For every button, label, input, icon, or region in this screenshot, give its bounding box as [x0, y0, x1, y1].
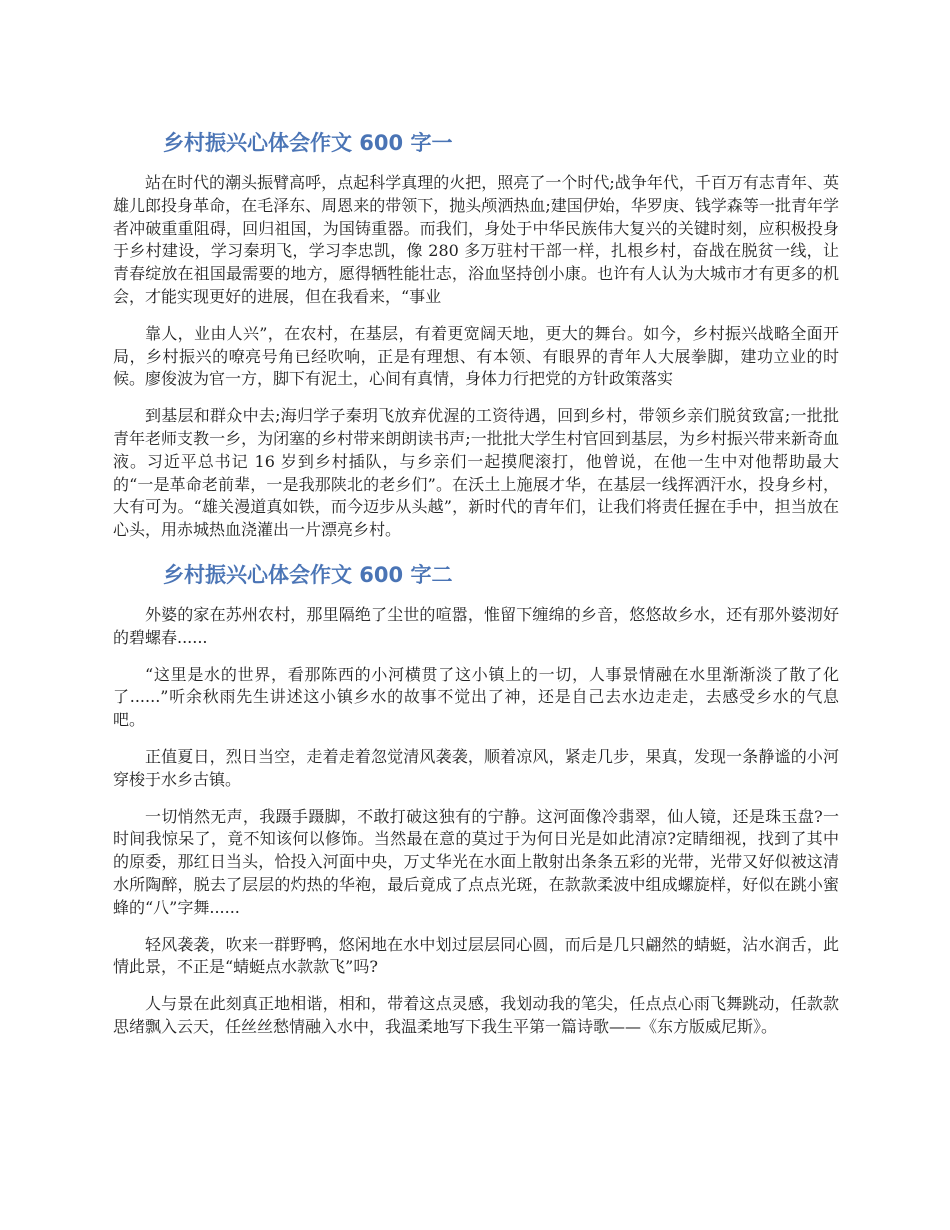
- section-2-paragraph-6: 人与景在此刻真正地相谐，相和，带着这点灵感，我划动我的笔尖，任点点心雨飞舞跳动，任款款思绪飘入云天，任丝丝愁情融入水中，我温柔地写下我生平第一篇诗歌——《东方版威尼斯》。: [113, 994, 839, 1036]
- section-2-paragraph-1: 外婆的家在苏州农村，那里隔绝了尘世的喧嚣，惟留下缠绵的乡音，悠悠故乡水，还有那外婆沏好的碧螺春......: [113, 604, 839, 647]
- section-2-paragraph-4: 一切悄然无声，我蹑手蹑脚，不敢打破这独有的宁静。这河面像冷翡翠，仙人镜，还是珠玉盘?一时间我惊呆了，竟不知该何以修饰。当然最在意的莫过于为何日光是如此清凉?定睛细视，找到了其中的原委，那红日当头，恰投入河面中央，万丈华光在水面上散射出条条五彩的光带，光带又好似被这清水所陶醉，脱去了层层的灼热的华袍，最后竟成了点点光斑，在款款柔波中组成螺旋样，好似在跳小蜜蜂的“八”字舞......: [113, 806, 839, 917]
- section-1-paragraph-2: 靠人，业由人兴”，在农村，在基层，有着更宽阔天地，更大的舞台。如今，乡村振兴战略全面开局，乡村振兴的嘹亮号角已经吹响，正是有理想、有本领、有眼界的青年人大展拳脚，建功立业的时候。廖俊波为官一方，脚下有泥土，心间有真情，身体力行把党的方针政策落实: [113, 323, 839, 389]
- section-2-paragraph-3: 正值夏日，烈日当空，走着走着忽觉清风袭袭，顺着凉风，紧走几步，果真，发现一条静谧的小河穿梭于水乡古镇。: [113, 746, 839, 789]
- section-1-title: 乡村振兴心体会作文 600 字一: [163, 131, 453, 155]
- section-2-paragraph-5: 轻风袭袭，吹来一群野鸭，悠闲地在水中划过层层同心圆，而后是几只翩然的蜻蜓，沾水润舌，此情此景，不正是“蜻蜓点水款款飞”吗?: [113, 934, 839, 977]
- section-2-paragraph-2: “这里是水的世界，看那陈西的小河横贯了这小镇上的一切，人事景情融在水里渐渐淡了散了化了......”听余秋雨先生讲述这小镇乡水的故事不觉出了神，还是自己去水边走走，去感受乡水的气息吧。: [113, 664, 839, 730]
- section-1-paragraph-3: 到基层和群众中去;海归学子秦玥飞放弃优渥的工资待遇，回到乡村，带领乡亲们脱贫致富;一批批青年老师支教一乡，为闭塞的乡村带来朗朗读书声;一批批大学生村官回到基层，为乡村振兴带来新奇血液。习近平总书记 16 岁到乡村插队，与乡亲们一起摸爬滚打，他曾说，在他一生中对他帮助最大的“一是革命老前辈，一是我那陕北的老乡们”。在沃土上施展才华，在基层一线挥洒汗水，投身乡村，大有可为。“雄关漫道真如铁，而今迈步从头越”，新时代的青年们，让我们将责任握在手中，担当放在心头，用赤城热血浇灌出一片漂亮乡村。: [113, 406, 839, 540]
- section-1-paragraph-1: 站在时代的潮头振臂高呼，点起科学真理的火把，照亮了一个时代;战争年代，千百万有志青年、英雄儿郎投身革命，在毛泽东、周恩来的带领下，抛头颅洒热血;建国伊始，华罗庚、钱学森等一批青年学者冲破重重阻碍，回归祖国，为国铸重器。而我们，身处于中华民族伟大复兴的关键时刻，应积极投身于乡村建设，学习秦玥飞，学习李忠凯，像 280 多万驻村干部一样，扎根乡村，奋战在脱贫一线，让青春绽放在祖国最需要的地方，愿得牺牲能壮志，浴血坚持创小康。也许有人认为大城市才有更多的机会，才能实现更好的进展，但在我看来，“事业: [113, 173, 839, 306]
- document-page: [113, 128, 839, 1053]
- section-2-title: 乡村振兴心体会作文 600 字二: [163, 562, 453, 587]
